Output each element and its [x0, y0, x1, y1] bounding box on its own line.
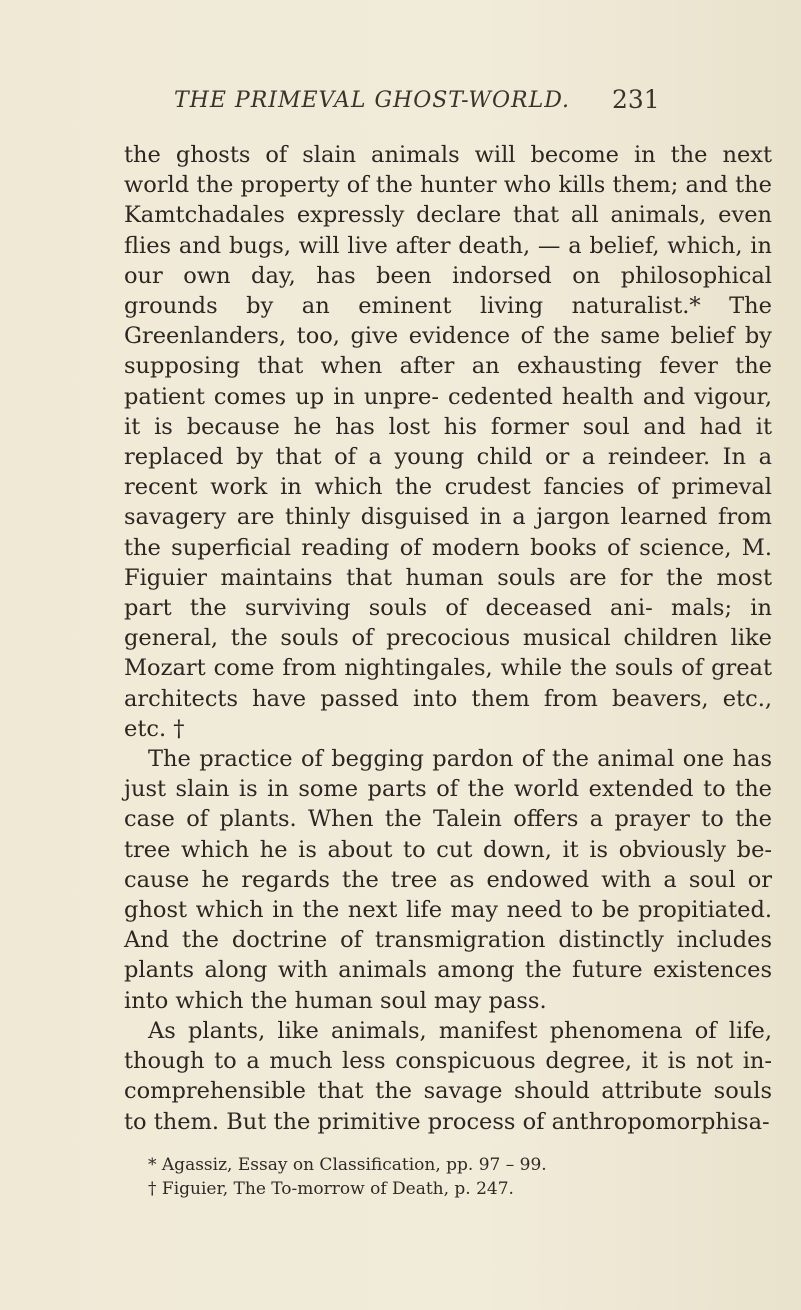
footnote: * Agassiz, Essay on Classification, pp. 97 – 99.	[148, 1155, 547, 1175]
page-header	[124, 85, 764, 128]
paragraph: The practice of begging pardon of the animal one has just slain is in some parts of the world extended to the case of plants. When the Talein offers a prayer to the tree which he is about to cut down, it is obviously be- cause he regards the tree as endowed with a soul or ghost which in the next life may need to be propitiated. And the doctrine of transmigration distinctly includes plants along with animals among the future existences into which the human soul may pass.	[124, 746, 772, 1014]
running-head: THE PRIMEVAL GHOST-WORLD.	[174, 88, 571, 113]
footnote: † Figuier, The To-morrow of Death, p. 247.	[148, 1179, 514, 1199]
body-text	[124, 140, 772, 1137]
paragraph: As plants, like animals, manifest phenomena of life, though to a much less conspicuous degree, it is not in- comprehensible that the savage should attribute souls to them. But the primitive process of anthropomorphisa-	[124, 1017, 772, 1135]
paragraph: the ghosts of slain animals will become in the next world the property of the hunter who kills them; and the Kamtchadales expressly declare that all animals, even flies and bugs, will live after death, — a belief, which, in our own day, has been indorsed on philosophical grounds by an eminent living naturalist.* The Greenlanders, too, give evidence of the same belief by supposing that when after an exhausting fever the patient comes up in unpre- cedented health and vigour, it is because he has lost his former soul and had it replaced by that of a young child or a reindeer. In a recent work in which the crudest fancies of primeval savagery are thinly disguised in a jargon learned from the superficial reading of modern books of science, M. Figuier maintains that human souls are for the most part the surviving souls of deceased ani- mals; in general, the souls of precocious musical children like Mozart come from nightingales, while the souls of great architects have passed into them from beavers, etc., etc. †	[124, 142, 772, 742]
page-number: 231	[612, 85, 660, 114]
footnotes	[148, 1153, 768, 1201]
